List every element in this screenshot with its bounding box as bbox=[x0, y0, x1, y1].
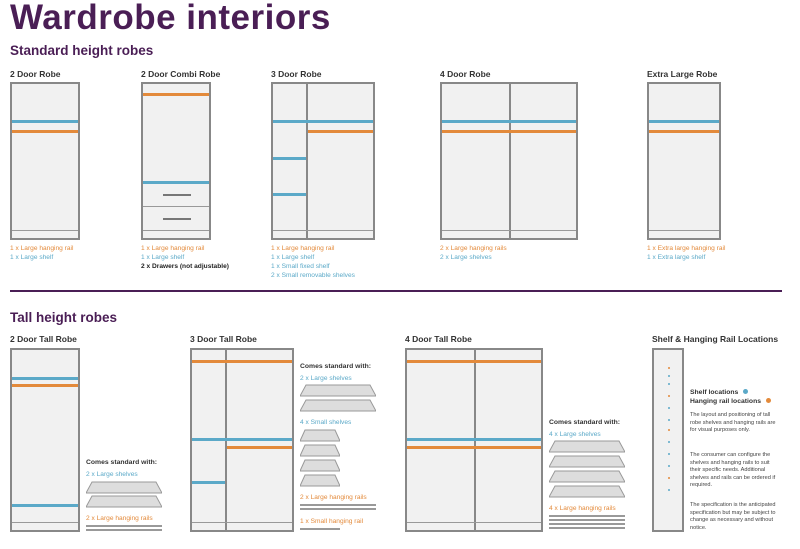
rail-line bbox=[227, 446, 292, 449]
base-line bbox=[192, 522, 292, 523]
included-item: 4 x Small shelves bbox=[300, 419, 352, 426]
rail-icon bbox=[549, 519, 625, 521]
shelf-line bbox=[12, 120, 78, 123]
robe-name: 2 Door Combi Robe bbox=[141, 69, 221, 79]
spec-line: 2 x Drawers (not adjustable) bbox=[141, 263, 229, 270]
rail-line bbox=[308, 130, 373, 133]
shelf-dot-icon bbox=[743, 389, 748, 394]
shelf-icon bbox=[300, 429, 340, 442]
spec-line: 2 x Large shelves bbox=[440, 254, 492, 261]
robe-name: 2 Door Robe bbox=[10, 69, 61, 79]
base-line bbox=[143, 230, 209, 231]
page-title: Wardrobe interiors bbox=[10, 0, 331, 37]
rail-line bbox=[12, 384, 78, 387]
shelf-line bbox=[12, 504, 78, 507]
included-item: 4 x Large hanging rails bbox=[549, 505, 616, 512]
spec-line: 1 x Large hanging rail bbox=[271, 245, 335, 252]
robe-name: 3 Door Tall Robe bbox=[190, 334, 257, 344]
standard-heading: Standard height robes bbox=[10, 43, 154, 58]
included-item: 2 x Large shelves bbox=[300, 375, 352, 382]
shelf-icon bbox=[86, 495, 162, 508]
legend-rail-label: Hanging rail locations bbox=[690, 398, 761, 405]
small-shelf-line bbox=[273, 157, 306, 160]
included-item: 4 x Large shelves bbox=[549, 431, 601, 438]
rail-line bbox=[12, 130, 78, 133]
shelf-icon bbox=[549, 485, 625, 498]
rail-line bbox=[442, 130, 576, 133]
shelf-line bbox=[143, 181, 209, 184]
robe-xl-diagram bbox=[647, 82, 721, 240]
robe-2door-diagram bbox=[10, 82, 80, 240]
rail-icon bbox=[86, 529, 162, 531]
section-divider bbox=[10, 290, 782, 292]
robe-4door-diagram bbox=[440, 82, 578, 240]
comes-standard-label: Comes standard with: bbox=[549, 419, 620, 426]
locations-heading: Shelf & Hanging Rail Locations bbox=[652, 334, 779, 344]
shelf-line bbox=[12, 377, 78, 380]
shelf-line bbox=[649, 120, 719, 123]
shelf-icon bbox=[86, 481, 162, 494]
robe-3door-diagram bbox=[271, 82, 375, 240]
robe-name: 4 Door Robe bbox=[440, 69, 491, 79]
robe-4door-tall-diagram bbox=[405, 348, 543, 532]
robe-spec bbox=[440, 244, 507, 262]
robe-spec bbox=[141, 244, 229, 271]
robe-spec bbox=[10, 244, 73, 262]
note-para: The specification is the anticipated specification but may be subject to change as necessary and without notice. bbox=[690, 502, 776, 531]
base-line bbox=[12, 522, 78, 523]
shelf-icon bbox=[300, 399, 376, 412]
robe-spec bbox=[271, 244, 355, 280]
base-line bbox=[649, 230, 719, 231]
base-line bbox=[442, 230, 576, 231]
note-para: The consumer can configure the shelves and hanging rails to suit their specific needs. Additional shelves and rails can be ordered if required. bbox=[690, 452, 776, 488]
shelf-line bbox=[442, 120, 576, 123]
divider bbox=[509, 84, 511, 238]
robe-name: 3 Door Robe bbox=[271, 69, 322, 79]
comes-standard-label: Comes standard with: bbox=[86, 459, 157, 466]
robe-name: 4 Door Tall Robe bbox=[405, 334, 472, 344]
shelf-icon bbox=[300, 384, 376, 397]
tall-heading: Tall height robes bbox=[10, 310, 118, 325]
included-item: 2 x Large hanging rails bbox=[300, 494, 367, 501]
rail-line bbox=[407, 360, 541, 363]
shelf-line bbox=[407, 438, 541, 441]
robe-combi-diagram bbox=[141, 82, 211, 240]
shelf-line bbox=[192, 438, 292, 441]
rail-icon bbox=[549, 523, 625, 525]
base-line bbox=[407, 522, 541, 523]
legend-shelf bbox=[690, 389, 748, 396]
base-line bbox=[12, 230, 78, 231]
rail-line bbox=[407, 446, 541, 449]
rail-icon bbox=[300, 528, 340, 530]
spec-line: 1 x Small fixed shelf bbox=[271, 263, 330, 270]
rail-icon bbox=[86, 525, 162, 527]
robe-3door-tall-diagram bbox=[190, 348, 294, 532]
shelf-icon bbox=[549, 440, 625, 453]
location-dots bbox=[666, 358, 672, 518]
included-item: 2 x Large shelves bbox=[86, 471, 138, 478]
note-para: The layout and positioning of tall robe shelves and hanging rails are for visual purposes only. bbox=[690, 412, 776, 433]
included-item: 1 x Small hanging rail bbox=[300, 518, 364, 525]
rail-icon bbox=[300, 504, 376, 506]
rail-dot-icon bbox=[766, 398, 771, 403]
robe-name: Extra Large Robe bbox=[647, 69, 718, 79]
spec-line: 2 x Small removable shelves bbox=[271, 272, 355, 279]
spec-line: 1 x Large shelf bbox=[10, 254, 54, 261]
comes-standard-label: Comes standard with: bbox=[300, 363, 371, 370]
drawer-handle bbox=[163, 194, 191, 196]
drawer-handle bbox=[163, 218, 191, 220]
rail-icon bbox=[549, 527, 625, 529]
shelf-icon bbox=[300, 444, 340, 457]
spec-line: 1 x Large shelf bbox=[141, 254, 185, 261]
spec-line: 1 x Large shelf bbox=[271, 254, 315, 261]
spec-line: 2 x Large hanging rails bbox=[440, 245, 507, 252]
rail-icon bbox=[549, 515, 625, 517]
spec-line: 1 x Extra large shelf bbox=[647, 254, 706, 261]
drawer-divider bbox=[143, 206, 209, 207]
rail-icon bbox=[300, 508, 376, 510]
shelf-icon bbox=[300, 459, 340, 472]
shelf-line bbox=[273, 120, 373, 123]
base-line bbox=[273, 230, 373, 231]
included-item: 2 x Large hanging rails bbox=[86, 515, 153, 522]
legend-shelf-label: Shelf locations bbox=[690, 389, 739, 396]
small-shelf-line bbox=[192, 481, 225, 484]
rail-line bbox=[192, 360, 292, 363]
shelf-icon bbox=[300, 474, 340, 487]
locations-diagram bbox=[652, 348, 684, 532]
divider bbox=[306, 84, 308, 238]
rail-line bbox=[649, 130, 719, 133]
spec-line: 1 x Large hanging rail bbox=[141, 245, 205, 252]
spec-line: 1 x Large hanging rail bbox=[10, 245, 74, 252]
robe-2door-tall-diagram bbox=[10, 348, 80, 532]
spec-line: 1 x Extra large hanging rail bbox=[647, 245, 726, 252]
shelf-icon bbox=[549, 455, 625, 468]
robe-spec bbox=[647, 244, 725, 262]
legend-rail bbox=[690, 398, 771, 405]
shelf-icon bbox=[549, 470, 625, 483]
small-shelf-line bbox=[273, 193, 306, 196]
robe-name: 2 Door Tall Robe bbox=[10, 334, 77, 344]
rail-line bbox=[143, 93, 209, 96]
